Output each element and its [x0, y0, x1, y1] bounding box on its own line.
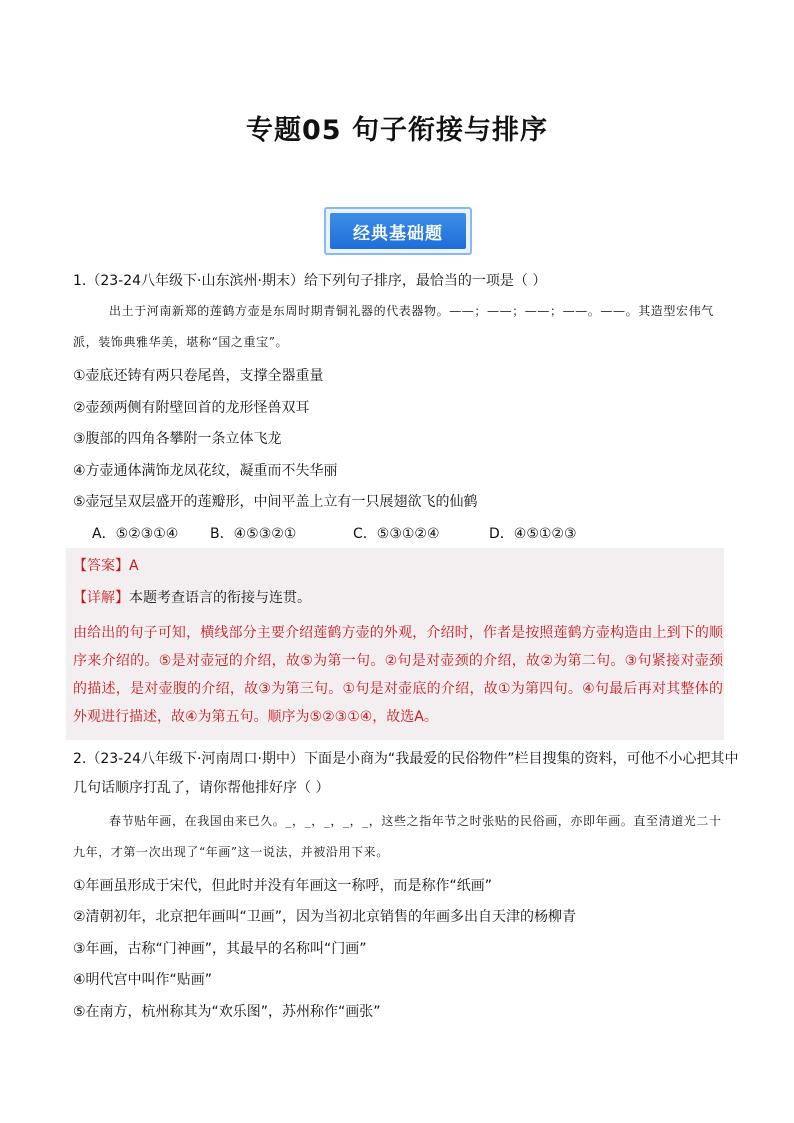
detail-intro: 本题考查语言的衔接与连贯。	[129, 590, 311, 606]
choice-a: A．⑤②③①④	[92, 526, 179, 542]
detail-line	[73, 588, 311, 608]
detail-body: 由给出的句子可知，横线部分主要介绍莲鹤方壶的外观，介绍时，作者是按照莲鹤方壶构造由上到下的顺序来介绍的。⑤是对壶冠的介绍，故⑤为第一句。②句是对壶颈的介绍，故②为第二句。③句紧接对壶颈的描述，是对壶腹的介绍，故③为第三句。①句是对壶底的介绍，故①为第四句。④句最后再对其整体的外观进行描述，故④为第五句。顺序为⑤②③①④，故选A。	[73, 625, 723, 725]
choice-d: D．④⑤①②③	[489, 526, 577, 542]
question-2-option-5: ⑤在南方，杭州称其为“欢乐图”，苏州称作“画张”	[73, 1004, 381, 1020]
detail-label: 【详解】	[73, 590, 129, 606]
question-2-passage-text: 春节贴年画，在我国由来已久。_，_，_，_，_，这些之指年节之时张贴的民俗画，亦即年画。直至清道光二十九年，才第一次出现了“年画”这一说法，并被沿用下来。	[73, 814, 722, 859]
choice-b: B．④⑤③②①	[210, 526, 297, 542]
answer-line	[73, 556, 139, 576]
question-1-option-5: ⑤壶冠呈双层盛开的莲瓣形，中间平盖上立有一只展翅欲飞的仙鹤	[73, 494, 478, 510]
section-banner-label: 经典基础题	[330, 213, 466, 249]
question-1-option-3: ③腹部的四角各攀附一条立体飞龙	[73, 431, 282, 447]
section-banner	[324, 207, 472, 255]
question-1-stem: 1.（23-24八年级下·山东滨州·期末）给下列句子排序，最恰当的一项是（ ）	[73, 273, 547, 289]
question-1-option-4: ④方壶通体满饰龙凤花纹，凝重而不失华丽	[73, 463, 338, 479]
question-1-passage-text: 出土于河南新郑的莲鹤方壶是东周时期青铜礼器的代表器物。——；——；——；——。——。其造型宏伟气派，装饰典雅华美，堪称“国之重宝”。	[73, 304, 714, 349]
question-1-option-2: ②壶颈两侧有附壁回首的龙形怪兽双耳	[73, 400, 310, 416]
question-1-choices	[92, 524, 577, 544]
question-1-option-1: ①壶底还铸有两只卷尾兽，支撑全器重量	[73, 368, 324, 384]
page-title: 专题05 句子衔接与排序	[246, 115, 548, 146]
question-2-stem-line-2: 几句话顺序打乱了，请你帮他排好序（ ）	[73, 780, 330, 796]
question-2-option-1: ①年画虽形成于宋代，但此时并没有年画这一称呼，而是称作“纸画”	[73, 878, 493, 894]
question-2-option-2: ②清朝初年，北京把年画叫“卫画”，因为当初北京销售的年画多出自天津的杨柳青	[73, 909, 577, 925]
answer-value: A	[129, 558, 139, 574]
answer-label: 【答案】	[73, 558, 129, 574]
question-2-stem-line-1: 2.（23-24八年级下·河南周口·期中）下面是小商为“我最爱的民俗物件”栏目搜集的资料，可他不小心把其中	[73, 751, 739, 767]
question-2-passage	[73, 806, 725, 868]
choice-c: C．⑤③①②④	[353, 526, 440, 542]
question-2-option-3: ③年画，古称“门神画”，其最早的名称叫“门画”	[73, 941, 367, 957]
question-2-option-4: ④明代宫中叫作“贴画”	[73, 972, 213, 988]
question-1-passage	[73, 296, 725, 358]
